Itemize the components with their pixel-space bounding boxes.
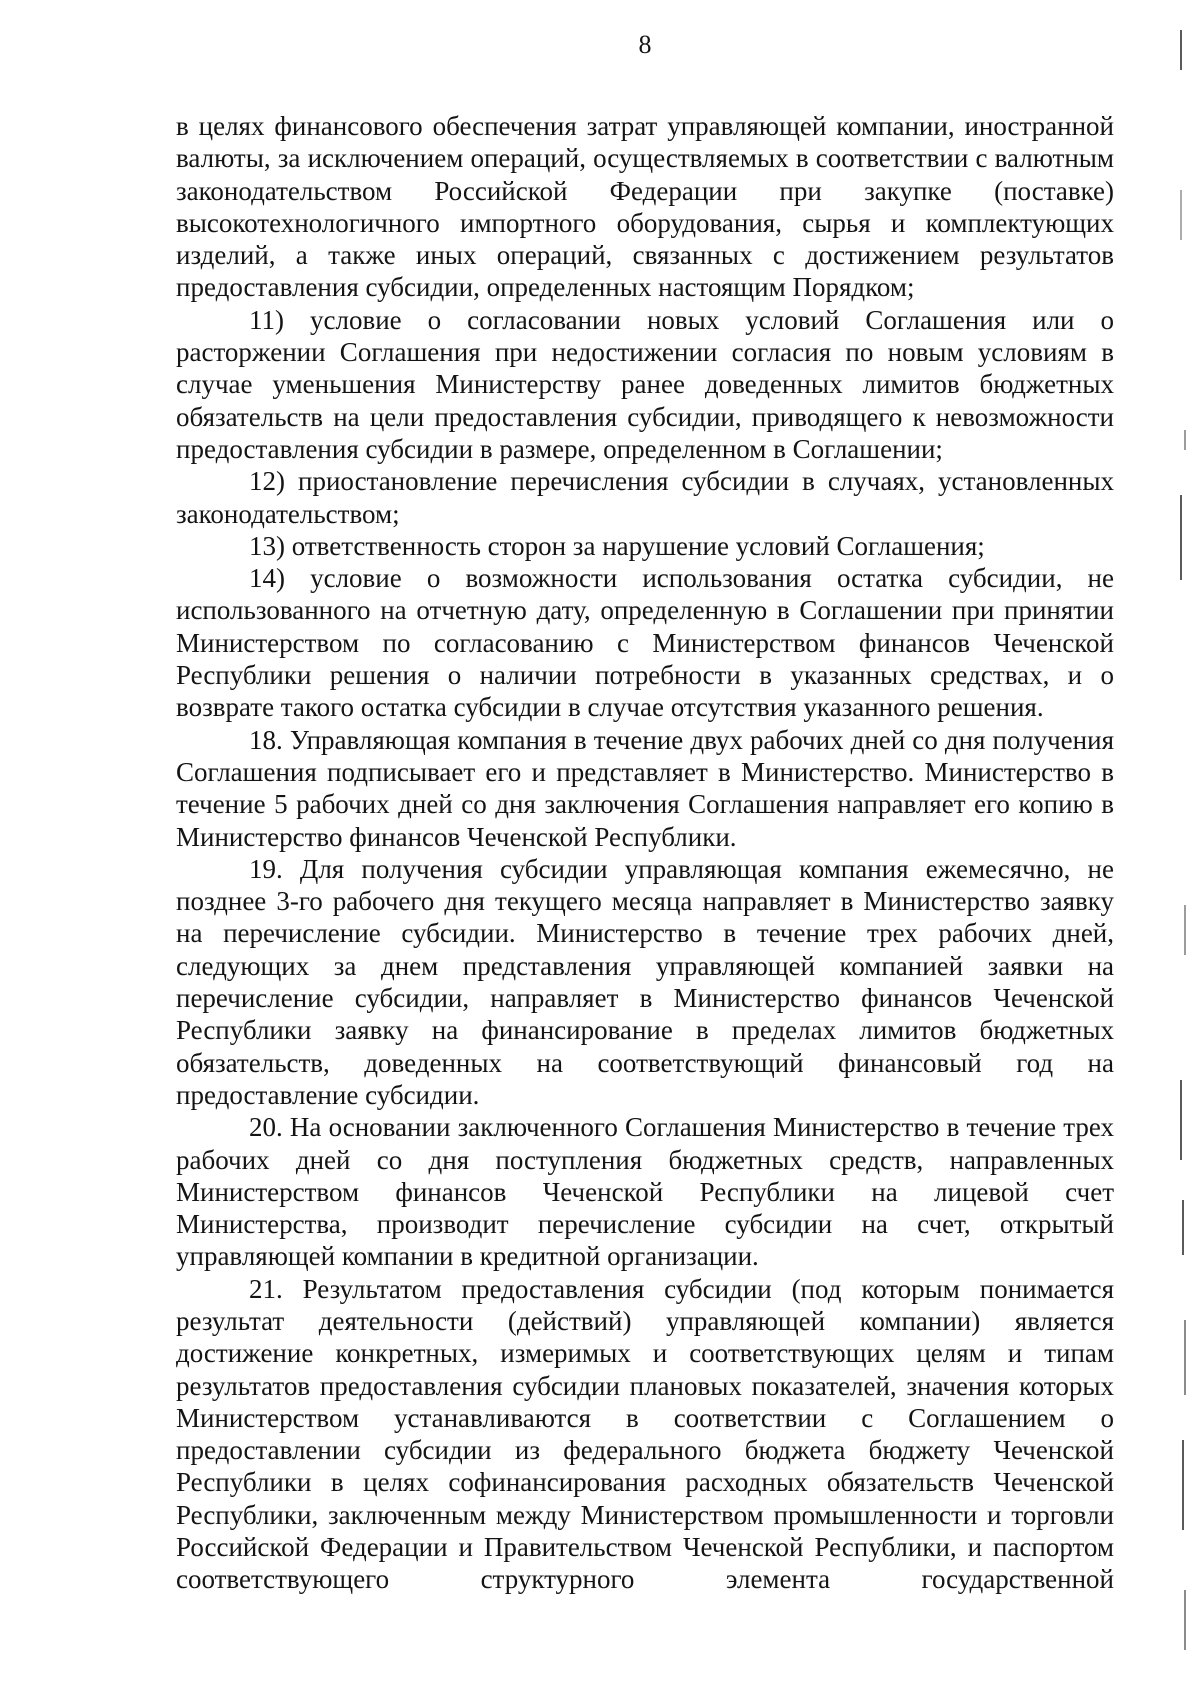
paragraph-clause-20: 20. На основании заключенного Соглашения Министерство в течение трех рабочих дней со дня поступления бюджетных средств, направленных Министерством финансов Чеченской Республики на лицевой счет Министерства, производит перечисление субсидии на счет, открытый управляющей компании в кредитной организации.	[176, 1112, 1114, 1272]
paragraph-item-14: 14) условие о возможности использования остатка субсидии, не использованного на отчетную дату, определенную в Соглашении при принятии Министерством по согласованию с Министерством финансов Чеченской Республики решения о наличии потребности в указанных средствах, и о возврате такого остатка субсидии в случае отсутствия указанного решения.	[176, 563, 1114, 723]
scan-edge-mark	[1184, 1590, 1186, 1650]
paragraph-clause-19: 19. Для получения субсидии управляющая компания ежемесячно, не позднее 3-го рабочего дня текущего месяца направляет в Министерство заявку на перечисление субсидии. Министерство в течение трех рабочих дней, следующих за днем представления управляющей компанией заявки на перечисление субсидии, направляет в Министерство финансов Чеченской Республики заявку на финансирование в пределах лимитов бюджетных обязательств, доведенных на соответствующий финансовый год на предоставление субсидии.	[176, 853, 1114, 1110]
paragraph-item-13: 13) ответственность сторон за нарушение условий Соглашения;	[249, 530, 985, 561]
scan-edge-mark	[1182, 1200, 1184, 1255]
scan-edge-mark	[1184, 905, 1186, 955]
document-body	[176, 110, 1114, 1596]
scan-edge-mark	[1180, 190, 1182, 240]
paragraph-clause-18: 18. Управляющая компания в течение двух рабочих дней со дня получения Соглашения подписывает его и представляет в Министерство. Министерство в течение 5 рабочих дней со дня заключения Соглашения направляет его копию в Министерство финансов Чеченской Республики.	[176, 724, 1114, 852]
paragraph-continuation: в целях финансового обеспечения затрат управляющей компании, иностранной валюты, за исключением операций, осуществляемых в соответствии с валютным законодательством Российской Федерации при закупке (поставке) высокотехнологичного импортного оборудования, сырья и комплектующих изделий, а также иных операций, связанных с достижением результатов предоставления субсидии, определенных настоящим Порядком;	[176, 111, 1114, 303]
scan-edge-mark	[1184, 1320, 1186, 1395]
paragraph-item-11: 11) условие о согласовании новых условий Соглашения или о расторжении Соглашения при недостижении согласия по новым условиям в случае уменьшения Министерству ранее доведенных лимитов бюджетных обязательств на цели предоставления субсидии, приводящего к невозможности предоставления субсидии в размере, определенном в Соглашении;	[176, 304, 1114, 464]
page-number: 8	[638, 30, 652, 59]
scan-edge-mark	[1180, 1080, 1182, 1160]
scan-edge-mark	[1182, 1440, 1184, 1530]
scan-edge-mark	[1180, 30, 1182, 70]
scan-edge-mark	[1184, 430, 1186, 450]
scan-edge-mark	[1180, 495, 1182, 580]
paragraph-item-12: 12) приостановление перечисления субсидии в случаях, установленных законодательством;	[176, 466, 1114, 529]
paragraph-clause-21: 21. Результатом предоставления субсидии (под которым понимается результат деятельности (действий) управляющей компании) является достижение конкретных, измеримых и соответствующих целям и типам результатов предоставления субсидии плановых показателей, значения которых Министерством устанавливаются в соответствии с Соглашением о предоставлении субсидии из федерального бюджета бюджету Чеченской Республики в целях софинансирования расходных обязательств Чеченской Республики, заключенным между Министерством промышленности и торговли Российской Федерации и Правительством Чеченской Республики, и паспортом соответствующего структурного элемента государственной	[176, 1273, 1114, 1595]
